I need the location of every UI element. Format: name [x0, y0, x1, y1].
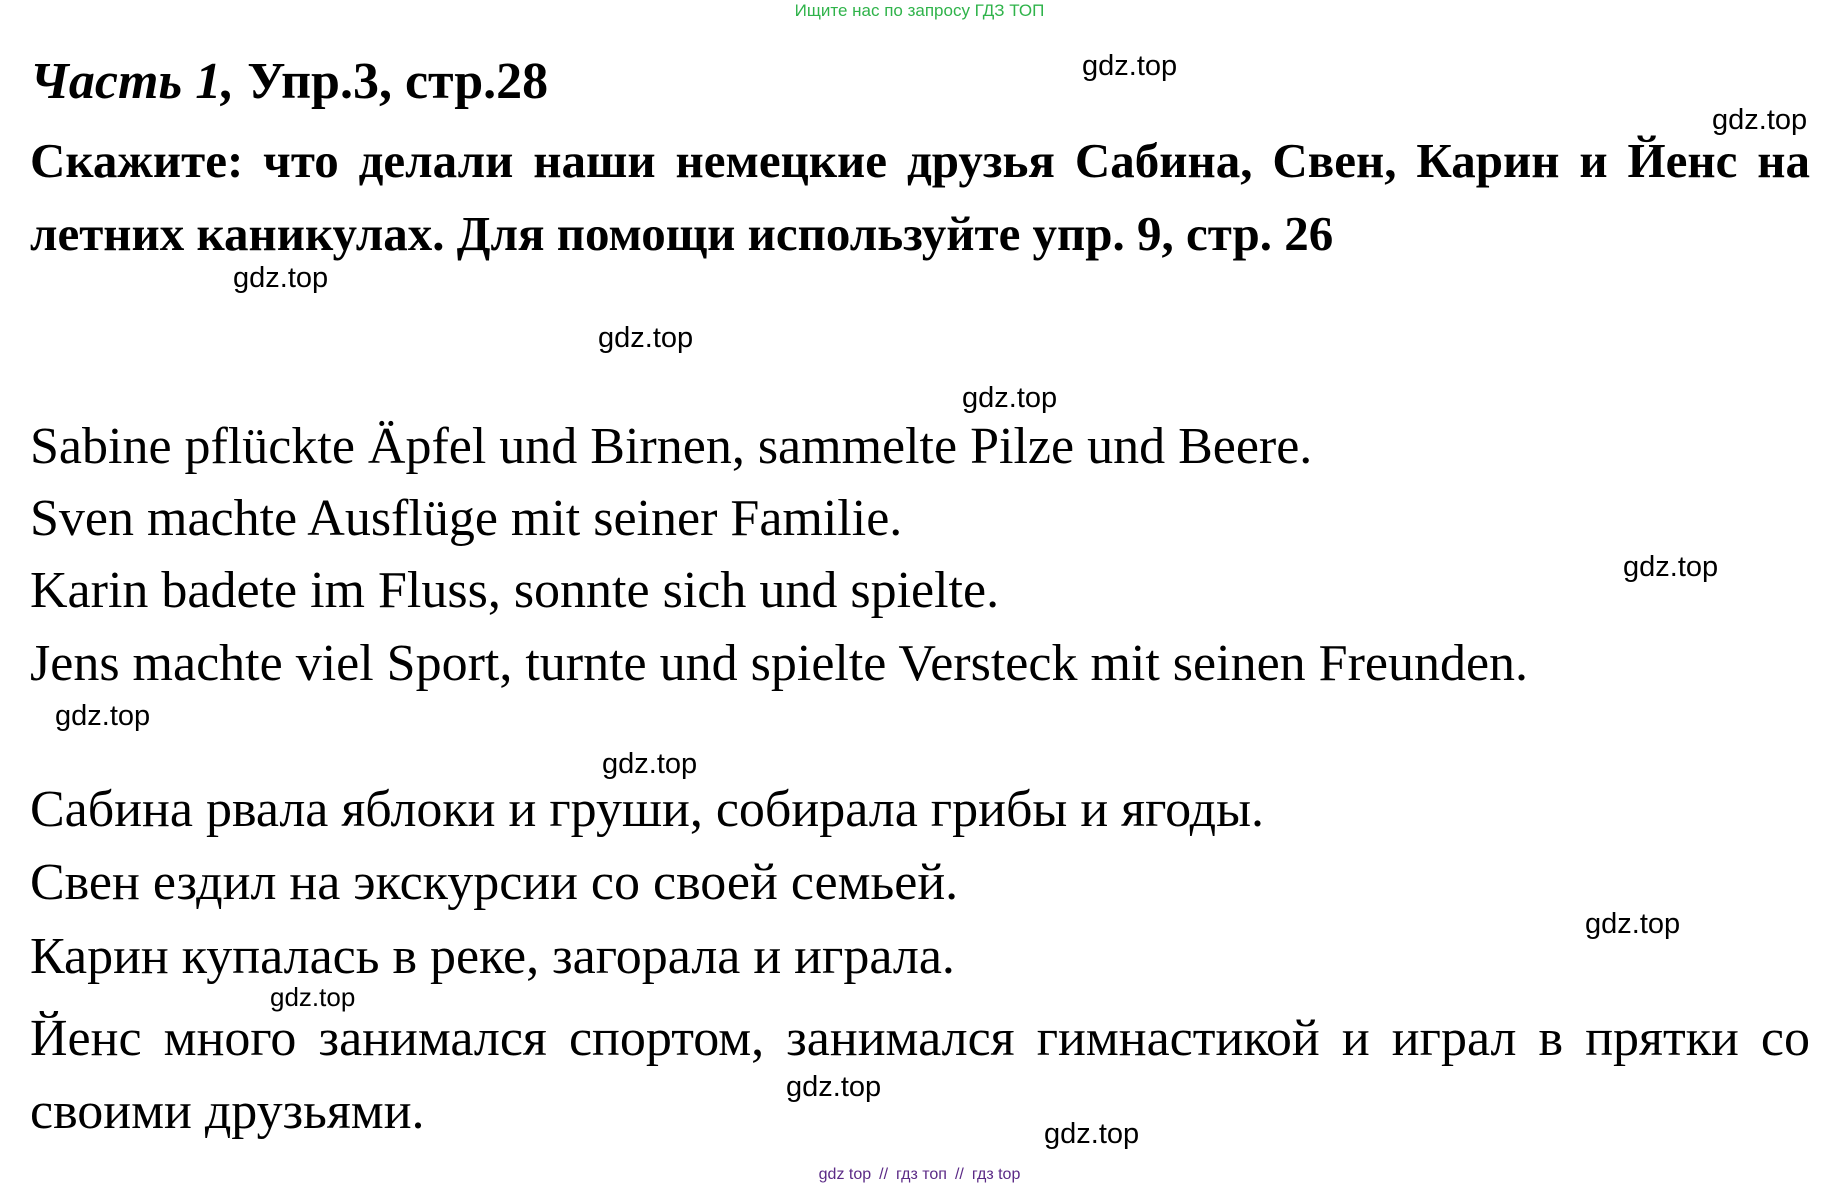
heading-exercise: Упр.3, стр.28: [234, 53, 549, 110]
watermark: gdz.top: [786, 1071, 882, 1103]
german-line-1: Sabine pflückte Äpfel und Birnen, sammelte Pilze und Beere.: [30, 418, 1313, 475]
german-line-4: Jens machte viel Sport, turnte und spielte Versteck mit seinen Freunden.: [30, 635, 1529, 692]
german-line-2: Sven machte Ausflüge mit seiner Familie.: [30, 490, 903, 547]
watermark: gdz.top: [962, 382, 1058, 414]
german-line-3: Karin badete im Fluss, sonnte sich und spielte.: [30, 562, 1000, 619]
russian-line-3: Карин купалась в реке, загорала и играла.: [30, 928, 955, 985]
watermark: gdz.top: [233, 262, 329, 294]
watermark: gdz.top: [55, 700, 151, 732]
bottom-banner-separator: //: [954, 1166, 964, 1183]
watermark: gdz.top: [1712, 104, 1808, 136]
watermark: gdz.top: [602, 748, 698, 780]
watermark: gdz.top: [1585, 908, 1681, 940]
watermark: gdz.top: [1623, 551, 1719, 583]
bottom-banner-link-1[interactable]: gdz top: [818, 1166, 872, 1183]
watermark: gdz.top: [270, 982, 356, 1012]
heading-part: Часть 1,: [30, 53, 235, 110]
top-banner[interactable]: Ищите нас по запросу ГДЗ ТОП: [794, 1, 1045, 20]
task-instruction: Скажите: что делали наши немецкие друзья Сабина, Свен, Карин и Йенс на летних каникулах. Для помощи используйте упр. 9, стр. 26: [30, 133, 1810, 261]
bottom-banner-link-3[interactable]: гдз top: [971, 1166, 1021, 1183]
bottom-banner[interactable]: [0, 1166, 1839, 1184]
watermark: gdz.top: [1044, 1118, 1140, 1150]
russian-line-1: Сабина рвала яблоки и груши, собирала грибы и ягоды.: [30, 781, 1265, 838]
russian-line-4: Йенс много занимался спортом, занимался гимнастикой и играл в прятки со своими друзьями.: [30, 1010, 1810, 1140]
exercise-heading: [30, 52, 548, 111]
russian-line-2: Свен ездил на экскурсии со своей семьей.: [30, 854, 959, 911]
bottom-banner-separator: //: [879, 1166, 889, 1183]
watermark: gdz.top: [1082, 50, 1178, 82]
watermark: gdz.top: [598, 322, 694, 354]
bottom-banner-link-2[interactable]: гдз топ: [896, 1166, 947, 1183]
